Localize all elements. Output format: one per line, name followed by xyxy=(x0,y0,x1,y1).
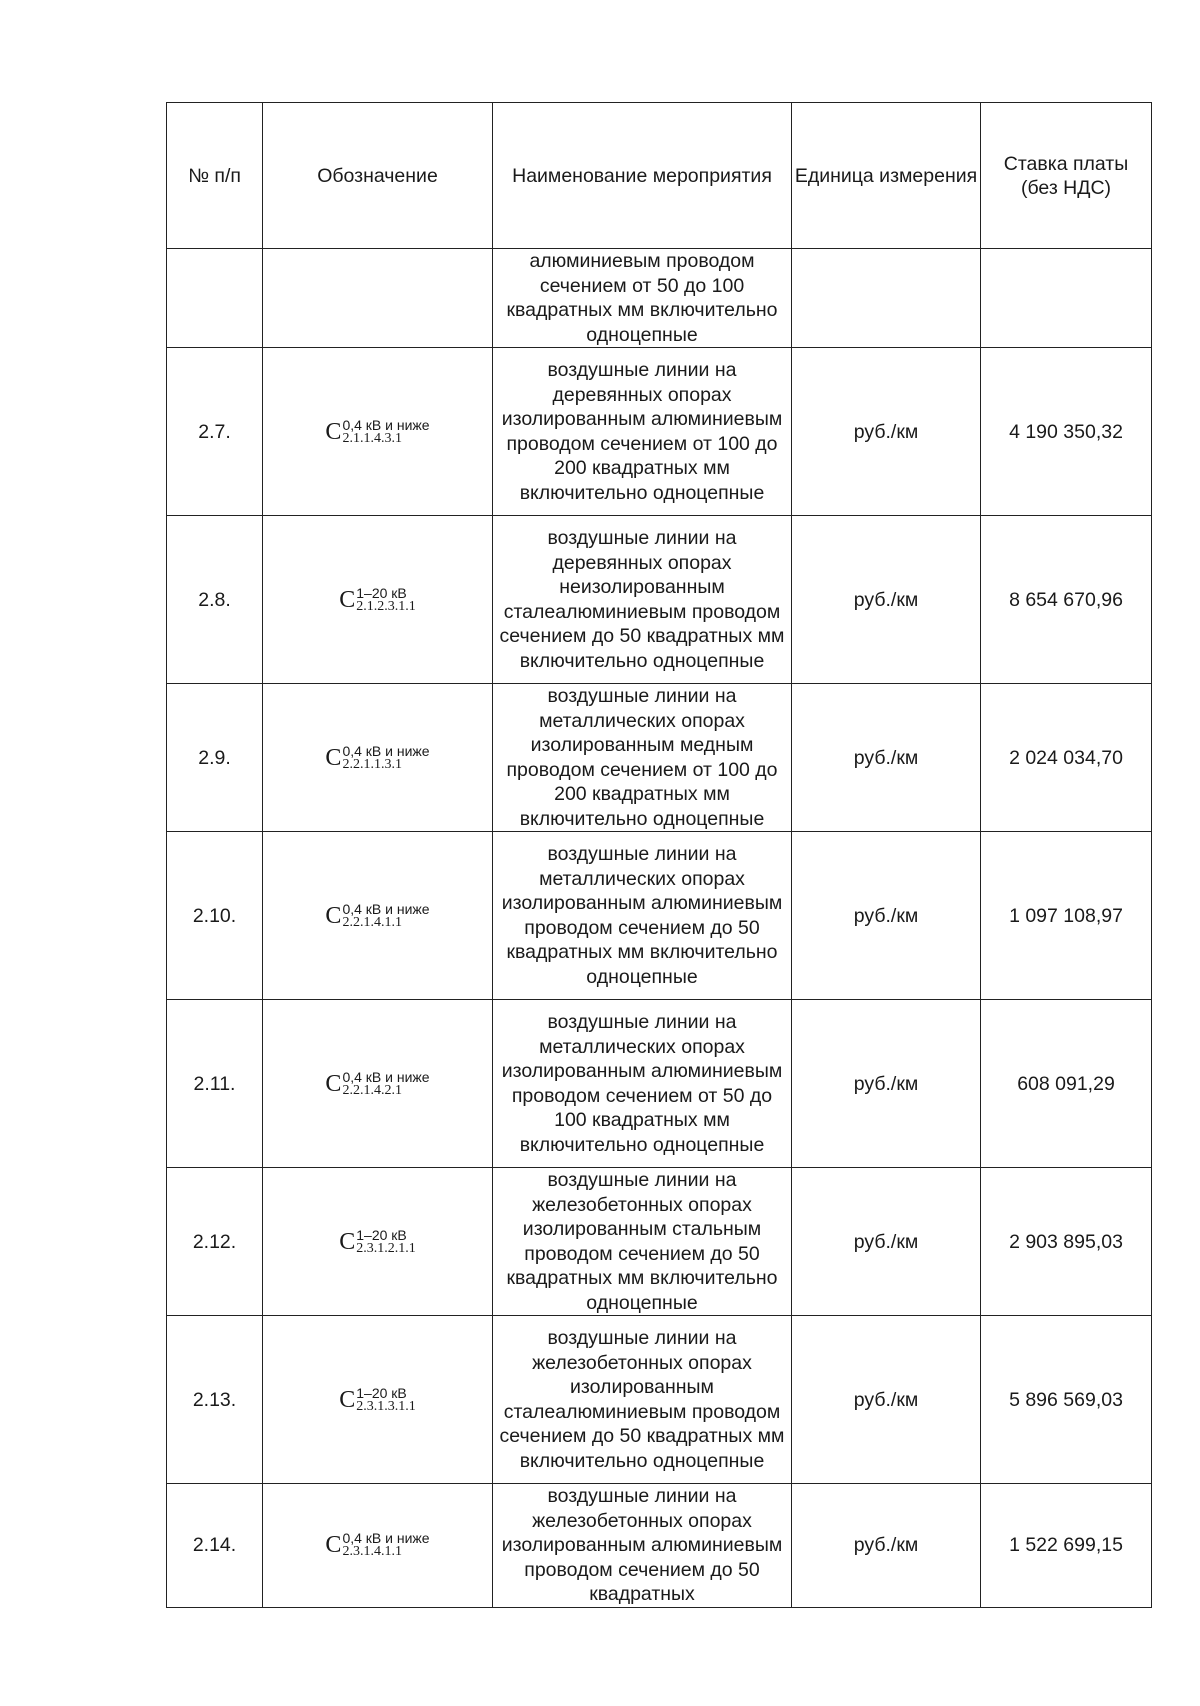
row-unit: руб./км xyxy=(792,1000,981,1168)
table-row xyxy=(167,249,1152,348)
designation-index: 2.2.1.1.3.1 xyxy=(342,756,402,772)
row-number: 2.10. xyxy=(167,832,263,1000)
designation-voltage: 0,4 кВ и ниже xyxy=(342,1068,430,1085)
row-designation xyxy=(263,1316,493,1484)
table-row xyxy=(167,1000,1152,1168)
designation-voltage: 0,4 кВ и ниже xyxy=(342,416,430,433)
row-rate: 2 024 034,70 xyxy=(981,684,1152,832)
row-rate: 608 091,29 xyxy=(981,1000,1152,1168)
row-designation xyxy=(263,832,493,1000)
row-rate: 2 903 895,03 xyxy=(981,1168,1152,1316)
designation-formula xyxy=(325,744,429,772)
designation-formula xyxy=(325,1531,429,1559)
row-rate xyxy=(981,249,1152,348)
row-designation xyxy=(263,348,493,516)
row-designation xyxy=(263,1484,493,1608)
designation-index: 2.1.2.3.1.1 xyxy=(356,598,416,614)
designation-voltage: 1–20 кВ xyxy=(356,1226,407,1243)
designation-voltage: 1–20 кВ xyxy=(356,1384,407,1401)
row-measure-name: воздушные линии на железобетонных опорах изолированным стальным проводом сечением до 50 квадратных мм включительно одноцепные xyxy=(493,1168,792,1316)
designation-index: 2.3.1.2.1.1 xyxy=(356,1240,416,1256)
designation-voltage: 0,4 кВ и ниже xyxy=(342,900,430,917)
designation-formula xyxy=(325,902,429,930)
designation-letter: С xyxy=(339,1228,356,1255)
row-number: 2.9. xyxy=(167,684,263,832)
table-row xyxy=(167,516,1152,684)
designation-letter: С xyxy=(339,1386,356,1413)
table-row xyxy=(167,1484,1152,1608)
row-designation xyxy=(263,684,493,832)
designation-index: 2.2.1.4.2.1 xyxy=(342,1082,402,1098)
designation-letter: С xyxy=(339,586,356,613)
designation-formula xyxy=(339,586,416,614)
designation-index: 2.1.1.4.3.1 xyxy=(342,430,402,446)
row-measure-name: воздушные линии на металлических опорах изолированным алюминиевым проводом сечением от 50 до 100 квадратных мм включительно одноцепные xyxy=(493,1000,792,1168)
row-measure-name: алюминиевым проводом сечением от 50 до 100 квадратных мм включительно одноцепные xyxy=(493,249,792,348)
row-designation xyxy=(263,1168,493,1316)
row-unit: руб./км xyxy=(792,348,981,516)
row-unit: руб./км xyxy=(792,516,981,684)
row-unit xyxy=(792,249,981,348)
row-rate: 8 654 670,96 xyxy=(981,516,1152,684)
rates-table-container xyxy=(166,102,1152,1608)
table-header-row xyxy=(167,103,1152,249)
row-measure-name: воздушные линии на железобетонных опорах изолированным сталеалюминиевым проводом сечением до 50 квадратных мм включительно одноцепные xyxy=(493,1316,792,1484)
rates-table xyxy=(166,102,1152,1608)
row-unit: руб./км xyxy=(792,684,981,832)
row-number: 2.14. xyxy=(167,1484,263,1608)
row-number: 2.11. xyxy=(167,1000,263,1168)
row-number: 2.7. xyxy=(167,348,263,516)
row-designation xyxy=(263,516,493,684)
row-measure-name: воздушные линии на деревянных опорах неизолированным сталеалюминиевым проводом сечением до 50 квадратных мм включительно одноцепные xyxy=(493,516,792,684)
row-measure-name: воздушные линии на железобетонных опорах изолированным алюминиевым проводом сечением до 50 квадратных xyxy=(493,1484,792,1608)
row-measure-name: воздушные линии на деревянных опорах изолированным алюминиевым проводом сечением от 100 до 200 квадратных мм включительно одноцепные xyxy=(493,348,792,516)
row-designation xyxy=(263,1000,493,1168)
designation-formula xyxy=(325,418,429,446)
table-row xyxy=(167,1168,1152,1316)
row-number: 2.8. xyxy=(167,516,263,684)
row-designation xyxy=(263,249,493,348)
designation-letter: С xyxy=(325,744,342,771)
row-unit: руб./км xyxy=(792,832,981,1000)
row-number: 2.13. xyxy=(167,1316,263,1484)
table-row xyxy=(167,348,1152,516)
row-unit: руб./км xyxy=(792,1316,981,1484)
table-body xyxy=(167,249,1152,1608)
designation-formula xyxy=(339,1228,416,1256)
designation-letter: С xyxy=(325,902,342,929)
table-row xyxy=(167,832,1152,1000)
designation-formula xyxy=(325,1070,429,1098)
designation-formula xyxy=(339,1386,416,1414)
row-number: 2.12. xyxy=(167,1168,263,1316)
designation-letter: С xyxy=(325,418,342,445)
designation-letter: С xyxy=(325,1070,342,1097)
header-number: № п/п xyxy=(167,103,263,249)
table-row xyxy=(167,684,1152,832)
designation-voltage: 0,4 кВ и ниже xyxy=(342,742,430,759)
designation-letter: С xyxy=(325,1532,342,1559)
row-rate: 1 522 699,15 xyxy=(981,1484,1152,1608)
row-unit: руб./км xyxy=(792,1484,981,1608)
row-unit: руб./км xyxy=(792,1168,981,1316)
header-unit: Единица измерения xyxy=(792,103,981,249)
designation-index: 2.3.1.3.1.1 xyxy=(356,1398,416,1414)
designation-index: 2.3.1.4.1.1 xyxy=(342,1544,402,1560)
table-row xyxy=(167,1316,1152,1484)
designation-index: 2.2.1.4.1.1 xyxy=(342,914,402,930)
header-designation: Обозначение xyxy=(263,103,493,249)
row-measure-name: воздушные линии на металлических опорах изолированным алюминиевым проводом сечением до 50 квадратных мм включительно одноцепные xyxy=(493,832,792,1000)
row-rate: 5 896 569,03 xyxy=(981,1316,1152,1484)
designation-voltage: 1–20 кВ xyxy=(356,584,407,601)
header-rate: Ставка платы (без НДС) xyxy=(981,103,1152,249)
header-measure-name: Наименование мероприятия xyxy=(493,103,792,249)
designation-formula xyxy=(377,285,378,311)
row-rate: 4 190 350,32 xyxy=(981,348,1152,516)
row-number xyxy=(167,249,263,348)
row-rate: 1 097 108,97 xyxy=(981,832,1152,1000)
row-measure-name: воздушные линии на металлических опорах изолированным медным проводом сечением от 100 до 200 квадратных мм включительно одноцепные xyxy=(493,684,792,832)
designation-voltage: 0,4 кВ и ниже xyxy=(342,1530,430,1547)
